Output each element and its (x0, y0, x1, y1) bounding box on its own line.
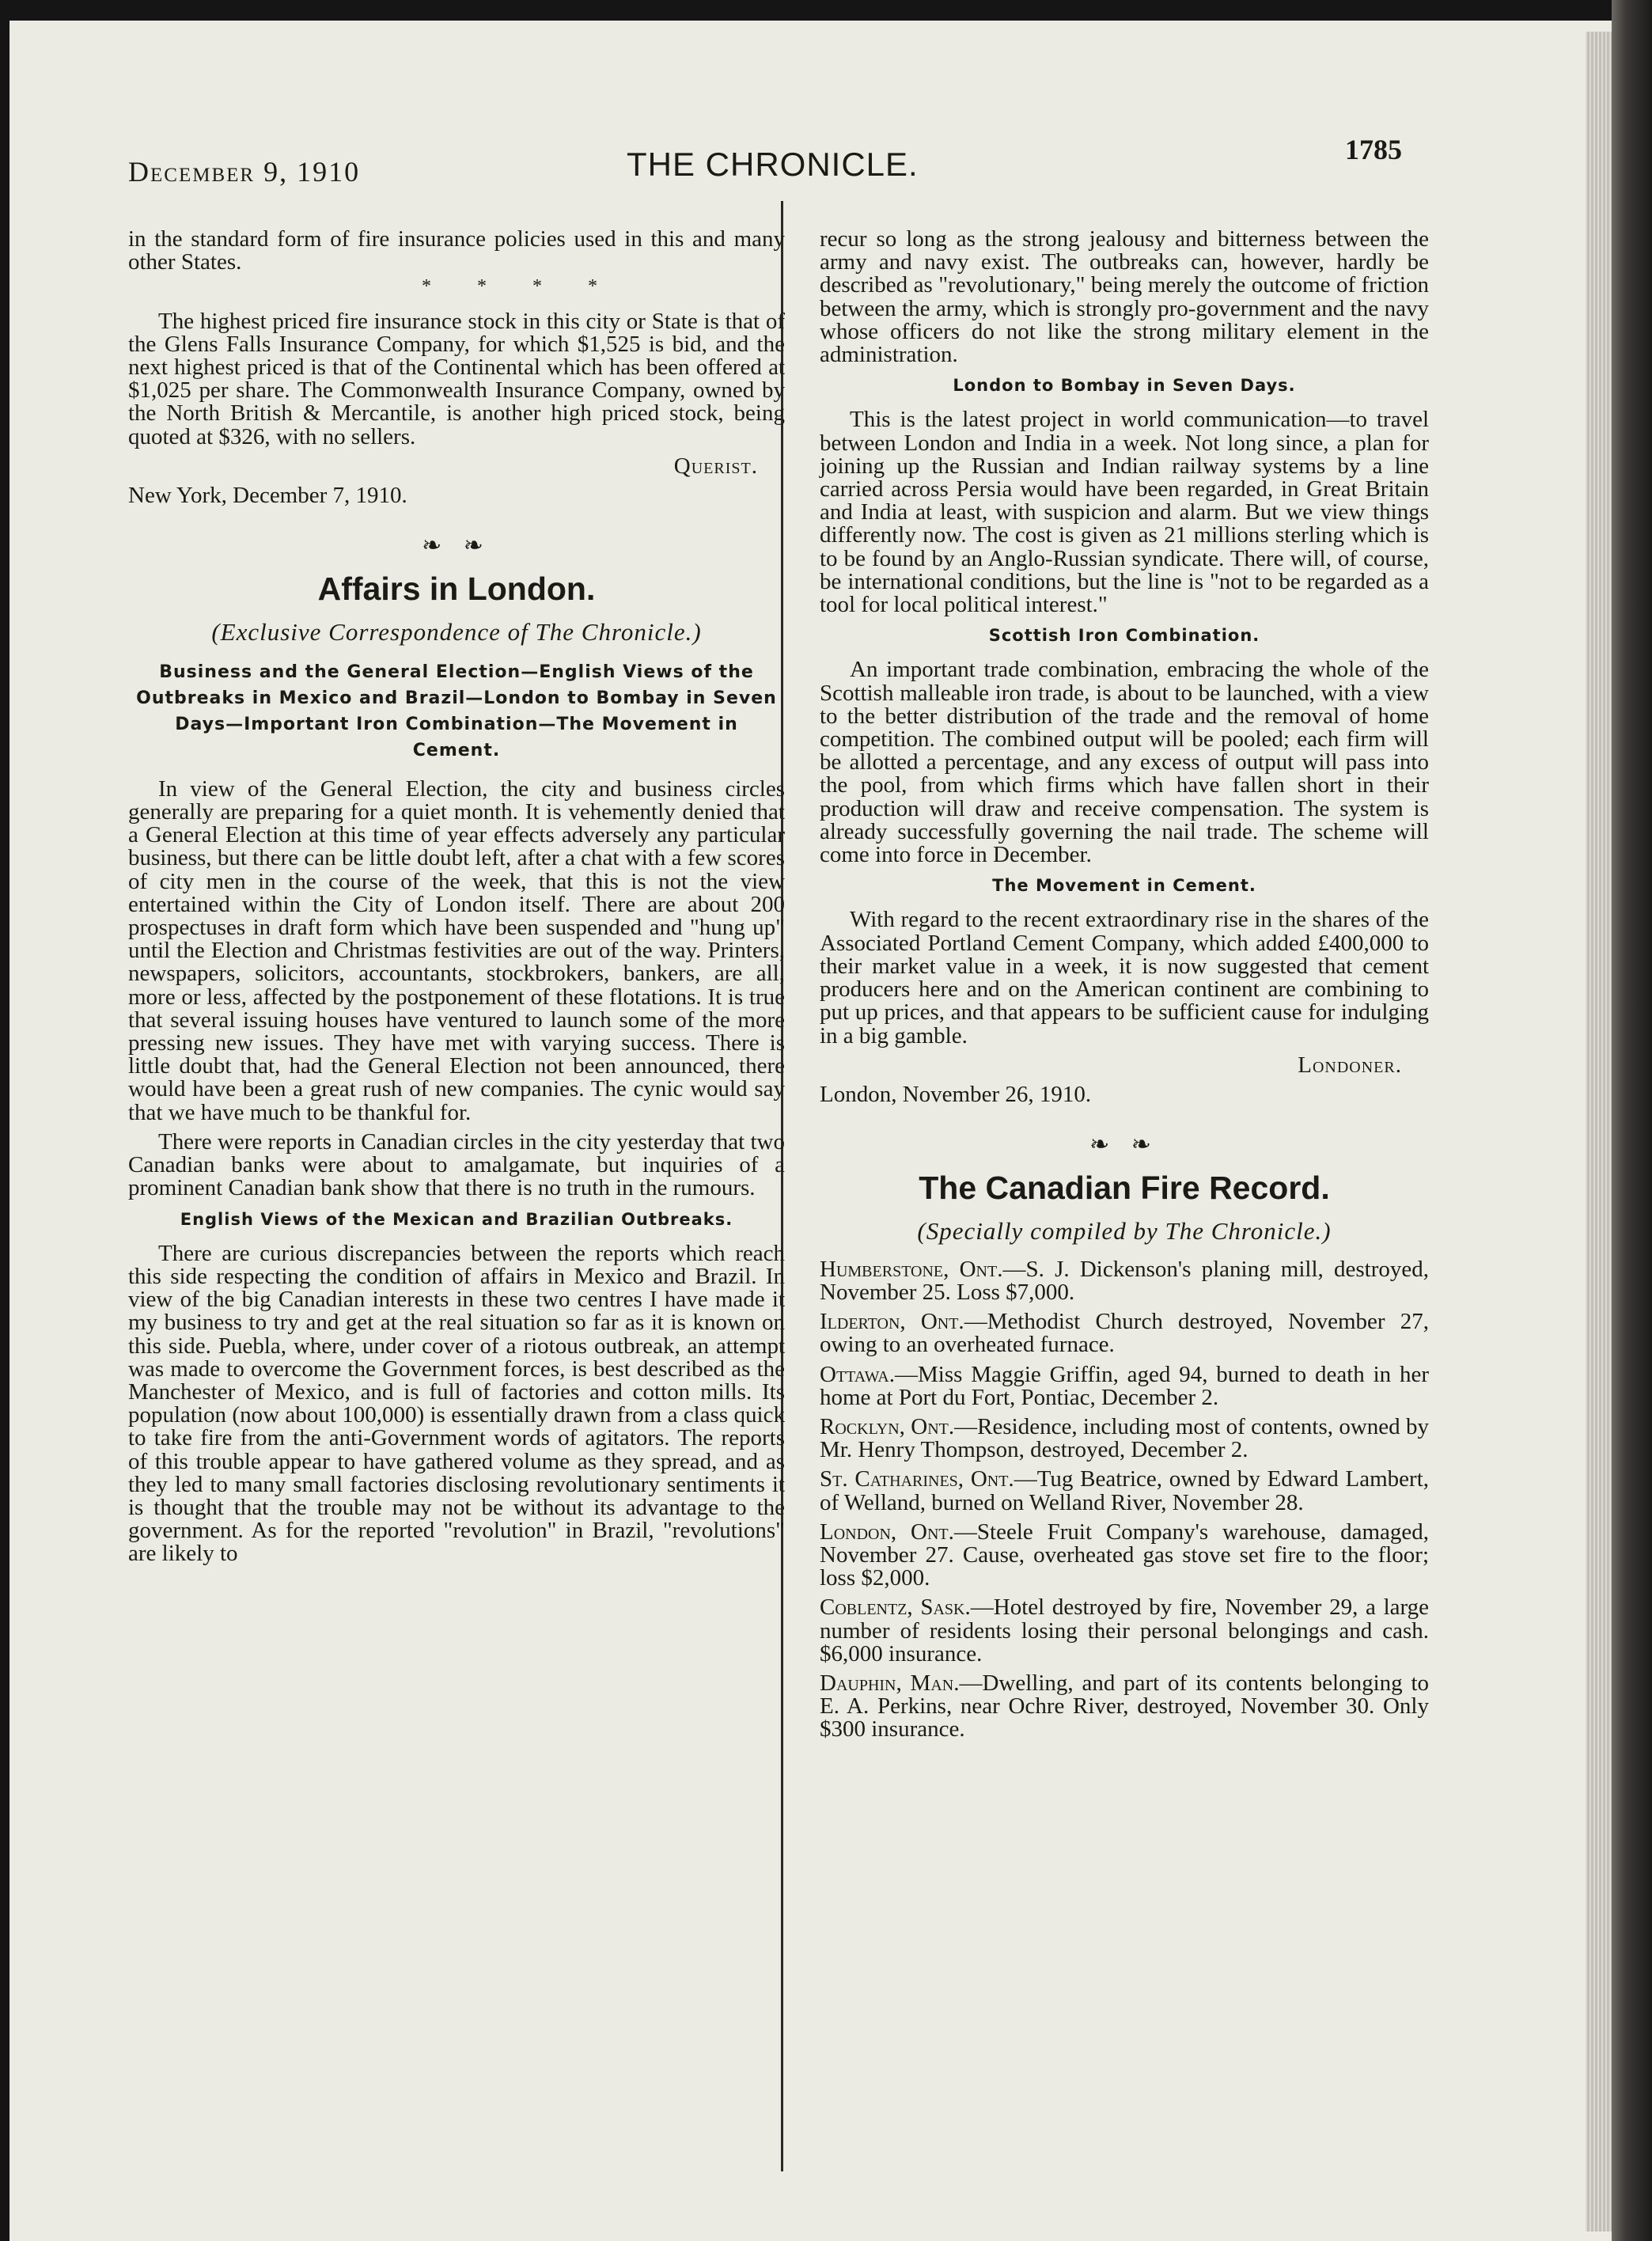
canadian-banks-paragraph: There were reports in Canadian circles in the city yesterday that two Canadian banks were about to amalgamate, but inquiries of a prominent Canadian bank show that there is no truth in the rumours. (128, 1128, 785, 1201)
book-gutter (1612, 0, 1652, 2241)
fire-record-item (820, 1363, 1429, 1409)
querist-signature: Querist. (673, 453, 758, 479)
canadian-fire-record-heading: The Canadian Fire Record. (919, 1170, 1330, 1207)
londoner-signature: Londoner. (1298, 1052, 1402, 1078)
newspaper-title: THE CHRONICLE. (627, 146, 919, 183)
section-stars: * * * * (422, 276, 618, 298)
fire-record-text: —S. J. Dickenson's planing mill, destroyed, November 25. Loss $7,000. (820, 1256, 1429, 1305)
fire-record-item (820, 1258, 1429, 1304)
fire-record-subheading: (Specially compiled by The Chronicle.) (917, 1216, 1332, 1245)
affairs-in-london-heading: Affairs in London. (317, 571, 596, 608)
left-column (128, 228, 785, 1572)
highest-priced-stock-paragraph: The highest priced fire insurance stock in this city or State is that of the Glens Falls Insurance Company, for which $1,525 is bid, and the next highest priced is that of the Continental which has been offered at $1,025 per share. The Commonwealth Insurance Company, owned by the North British & Mercantile, is another high priced stock, being quoted at $326, with no sellers. (128, 308, 785, 449)
discrepancies-paragraph: There are curious discrepancies between the reports which reach this side respecting the condition of affairs in Mexico and Brazil. In view of the big Canadian interests in these two centres I have made it my business to try and get at the real situation so far as it is known on this side. Puebla, where, under cover of a riotous outbreak, an attempt was made to overcome the Government forces, is best described as the Manchester of Mexico, and is full of factories and cotton mills. Its population (now about 100,000) is essentially drawn from a class quick to take fire from the anti-Government words of agitators. The reports of this trouble appear to have gathered volume as they spread, and as they led to many small factories disclosing revolutionary sentiments it is thought that the trouble may not be without its advantage to the government. As for the reported "revolution" in Brazil, "revolutions" are likely to (128, 1240, 785, 1567)
cement-paragraph: With regard to the recent extraordinary rise in the shares of the Associated Portland Cement Company, which added £400,000 to their market value in a week, it is now suggested that cement producers here and on the American continent are combining to put up prices, and that appears to be sufficient cause for indulging in a big gamble. (820, 907, 1429, 1048)
fire-record-place: Coblentz, Sask. (820, 1594, 971, 1621)
fire-record-text: —Steele Fruit Company's warehouse, damaged, November 27. Cause, overheated gas stove set fire to the floor; loss $2,000. (820, 1519, 1429, 1591)
fire-record-place: Rocklyn, Ont. (820, 1413, 955, 1439)
right-column (820, 228, 1429, 1748)
page-header (9, 131, 1612, 187)
intro-text: in the standard form of fire insurance policies used in this and many other States. (128, 226, 785, 275)
cement-heading: The Movement in Cement. (992, 876, 1256, 896)
fire-record-item (820, 1521, 1429, 1591)
fire-record-place: St. Catharines, Ont. (820, 1466, 1014, 1492)
english-views-heading: English Views of the Mexican and Brazilian Outbreaks. (180, 1209, 733, 1229)
leaf-ornament-icon: ❧ ❧ (422, 533, 491, 559)
page-edge-stack (1586, 32, 1612, 2232)
fire-record-list (820, 1258, 1429, 1742)
fire-record-text: —Miss Maggie Griffin, aged 94, burned to death in her home at Port du Fort, Pontiac, December 2. (820, 1361, 1429, 1410)
continuation-paragraph: recur so long as the strong jealousy and bitterness between the army and navy exist. The outbreaks can, however, hardly be described as "revolutionary," being merely the outcome of friction between the army, which is strongly pro-government and the navy whose officers do not like the strong military element in the administration. (820, 226, 1429, 368)
fire-record-place: London, Ont. (820, 1519, 954, 1545)
fire-record-place: Humberstone, Ont. (820, 1256, 1003, 1282)
election-paragraph: In view of the General Election, the city and business circles generally are preparing for a quiet month. It is vehemently denied that a General Election at this time of year effects adversely any particular business, but there can be little doubt left, after a chat with a few scores of city men in the course of the week, that this is not the view entertained within the City of London itself. There are about 200 prospectuses in draft form which have been suspended and "hung up" until the Election and Christmas festivities are out of the way. Printers, newspapers, solicitors, accountants, stockbrokers, bankers, are all, more or less, affected by the postponement of these flotations. It is true that several issuing houses have ventured to launch some of the more pressing new issues. They have met with varying success. There is little doubt that, had the General Election not been announced, there would have been a great rush of new companies. The cynic would say that we have much to be thankful for. (128, 775, 785, 1125)
leaf-ornament-icon: ❧ ❧ (1089, 1132, 1159, 1158)
new-york-dateline: New York, December 7, 1910. (128, 483, 407, 509)
fire-record-item (820, 1596, 1429, 1666)
affairs-subheading: (Exclusive Correspondence of The Chronicle.) (211, 617, 702, 646)
header-date: December 9, 1910 (128, 156, 361, 188)
fire-record-text: —Hotel destroyed by fire, November 29, a large number of residents losing their personal belongings and cash. $6,000 insurance. (820, 1594, 1430, 1667)
bombay-heading: London to Bombay in Seven Days. (953, 376, 1296, 396)
fire-record-place: Dauphin, Man. (820, 1670, 960, 1696)
fire-record-text: —Residence, including most of contents, owned by Mr. Henry Thompson, destroyed, December 2. (820, 1413, 1429, 1463)
page-number: 1785 (1345, 134, 1402, 165)
bombay-paragraph: This is the latest project in world communication—to travel between London and India in a week. Not long since, a plan for joining up the Russian and Indian railway systems by a line carried across Persia would have been regarded, in Great Britain and India at least, with suspicion and alarm. But we view things differently now. The cost is given as 21 millions sterling which is to be found by an Anglo-Russian syndicate. There will, of course, be international conditions, but the line is "not to be regarded as a tool for local political interest." (820, 407, 1429, 618)
fire-record-item (820, 1672, 1429, 1742)
fire-record-place: Ottawa. (820, 1361, 895, 1387)
london-dateline: London, November 26, 1910. (820, 1081, 1092, 1107)
fire-record-item (820, 1413, 1429, 1463)
fire-record-text: —Tug Beatrice, owned by Edward Lambert, of Welland, burned on Welland River, November 28. (820, 1466, 1430, 1515)
newspaper-page (9, 21, 1612, 2241)
fire-record-item (820, 1468, 1429, 1514)
fire-record-item (820, 1310, 1429, 1356)
affairs-deck: Business and the General Election—English Views of the Outbreaks in Mexico and Brazil—London to Bombay in Seven Days—Important Iron Combination—The Movement in Cement. (136, 662, 777, 760)
iron-combination-paragraph: An important trade combination, embracing the whole of the Scottish malleable iron trade, is about to be launched, with a view to the better distribution of the trade and the removal of home competition. The combined output will be pooled; each firm will be allotted a percentage, and any excess of output will pass into the pool, from which firms which have fallen short in their production will draw and receive compensation. The system is already successfully governing the nail trade. The scheme will come into force in December. (820, 657, 1429, 868)
fire-record-text: —Methodist Church destroyed, November 27, owing to an overheated furnace. (820, 1309, 1429, 1358)
iron-combination-heading: Scottish Iron Combination. (988, 626, 1260, 646)
fire-record-text: —Dwelling, and part of its contents belonging to E. A. Perkins, near Ochre River, destroyed, November 30. Only $300 insurance. (820, 1670, 1429, 1742)
fire-record-place: Ilderton, Ont. (820, 1309, 964, 1335)
